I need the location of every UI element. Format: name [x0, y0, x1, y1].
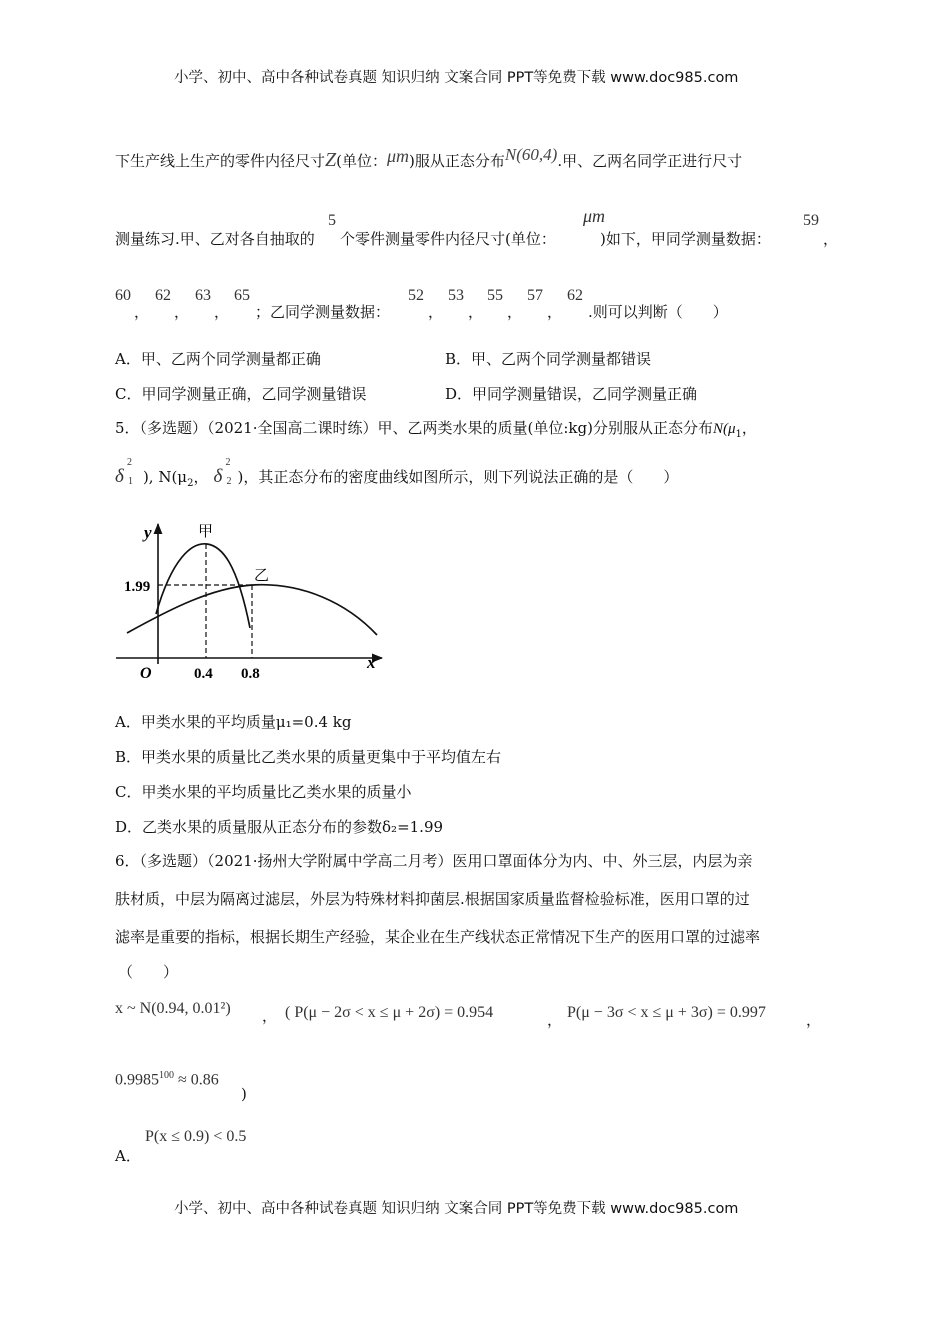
q5-option-d[interactable]: D．乙类水果的质量服从正态分布的参数δ₂=1.99: [115, 818, 444, 836]
jia-value: 65: [234, 287, 250, 304]
sep: ，: [134, 303, 150, 321]
q4-option-d[interactable]: D．甲同学测量错误，乙同学测量正确: [445, 385, 698, 403]
delta-idx: 1: [128, 476, 133, 487]
q4-line1: [115, 145, 743, 171]
q6-sep2: ，: [547, 1011, 563, 1029]
sep: ，: [468, 303, 484, 321]
sep: ，: [547, 303, 563, 321]
q4-line2-a: 测量练习.甲、乙对各自抽取的: [115, 230, 315, 248]
q4-line1-a: 下生产线上生产的零件内径尺寸: [115, 152, 326, 170]
sep: ，: [507, 303, 523, 321]
q6-formula4: [115, 1070, 219, 1089]
yi-value: 53: [448, 287, 464, 304]
curve-yi-label: 乙: [254, 568, 270, 584]
q6-formula4-exp: 100: [159, 1070, 174, 1081]
jia-value: 60: [115, 287, 131, 304]
delta-symbol: δ: [213, 466, 223, 487]
q6-sep3: ，: [806, 1011, 822, 1029]
y-tick-label: 1.99: [124, 579, 151, 595]
q5-sub1: 1: [735, 429, 742, 440]
x-tick-label: 0.4: [194, 666, 213, 682]
delta-2: [213, 457, 232, 487]
q6-line1: 6．（多选题）（2021·扬州大学附属中学高二月考）医用口罩面体分为内、中、外三层，内层为亲: [115, 852, 753, 870]
q5-stem-line2: [115, 457, 679, 490]
yi-label: ；乙同学测量数据：: [255, 303, 391, 321]
origin-label: O: [140, 665, 152, 682]
q6-option-a[interactable]: A．: [115, 1147, 141, 1165]
var-z: Z: [325, 149, 337, 171]
q6-formula4-rest: ≈ 0.86: [174, 1071, 219, 1089]
jia-value: 62: [155, 287, 171, 304]
q6-line2: 肤材质，中层为隔离过滤层，外层为特殊材料抑菌层.根据国家质量监督检验标准，医用口罩的过: [115, 890, 750, 908]
sep: ，: [214, 303, 230, 321]
q5-sub2: 2: [187, 478, 194, 490]
q6-formula3: P(μ − 3σ < x ≤ μ + 3σ) = 0.997: [567, 1004, 766, 1021]
q6-formula1: x ~ N(0.94, 0.01²): [115, 1000, 231, 1017]
q4-option-c[interactable]: C．甲同学测量正确，乙同学测量错误: [115, 385, 367, 403]
q6-sep1: ，: [262, 1007, 278, 1025]
q4-count: 5: [328, 212, 336, 229]
yi-value: 52: [408, 287, 424, 304]
q6-close: ): [241, 1085, 247, 1103]
yi-value: 55: [487, 287, 503, 304]
q4-line2-comma: ，: [823, 230, 839, 248]
q5-comma: ，: [741, 419, 757, 437]
q4-line2-c: )如下，甲同学测量数据：: [600, 230, 771, 248]
curve-jia-label: 甲: [198, 524, 214, 540]
delta-symbol: δ: [115, 466, 124, 487]
delta-sq: 2: [225, 457, 231, 468]
delta-idx: 2: [226, 476, 232, 487]
q4-line2-b: 个零件测量零件内径尺寸(单位：: [340, 230, 556, 248]
q5-option-b[interactable]: B．甲类水果的质量比乙类水果的质量更集中于平均值左右: [115, 748, 502, 766]
jia-value: 63: [195, 287, 211, 304]
q4-line1-b: (单位：: [336, 152, 387, 170]
delta-sq: 2: [127, 457, 132, 468]
q5-n-mu1: N(μ: [712, 421, 736, 437]
q6-formula2: ( P(μ − 2σ < x ≤ μ + 2σ) = 0.954: [285, 1004, 494, 1021]
q4-option-a[interactable]: A．甲、乙两个同学测量都正确: [115, 350, 321, 368]
normal-curve-graph: [112, 518, 402, 698]
y-axis-label: y: [144, 523, 152, 542]
q4-line1-c: )服从正态分布: [409, 152, 505, 170]
q5-option-a[interactable]: A．甲类水果的平均质量μ₁=0.4 kg: [115, 713, 352, 731]
yi-value: 62: [567, 287, 583, 304]
yi-value: 57: [527, 287, 543, 304]
q6-line3: 滤率是重要的指标，根据长期生产经验，某企业在生产线状态正常情况下生产的医用口罩的过滤率: [115, 928, 761, 946]
x-tick-label: 0.8: [241, 666, 260, 682]
page-header: 小学、初中、高中各种试卷真题 知识归纳 文案合同 PPT等免费下载 www.doc985.com: [174, 70, 739, 86]
q4-unit-2: μm: [583, 206, 606, 226]
curve-jia: [156, 544, 250, 628]
q4-option-b[interactable]: B．甲、乙两个同学测量都错误: [445, 350, 652, 368]
q5-comma2: ，: [193, 468, 209, 486]
sep: ，: [174, 303, 190, 321]
q6-paren: （ ）: [118, 963, 179, 981]
dist-n604: N(60,4): [504, 145, 558, 164]
delta-1: [115, 457, 133, 487]
q6-formula4-base: 0.9985: [115, 1071, 159, 1089]
q5-n-mu2: ), N(μ: [142, 468, 188, 486]
unit-um: μm: [387, 146, 410, 166]
q5-stem-line1: [115, 418, 757, 445]
sep: ，: [428, 303, 444, 321]
q4-end: .则可以判断（ ）: [588, 303, 728, 321]
q5-option-c[interactable]: C．甲类水果的平均质量比乙类水果的质量小: [115, 783, 412, 801]
page-footer: 小学、初中、高中各种试卷真题 知识归纳 文案合同 PPT等免费下载 www.doc985.com: [174, 1201, 739, 1217]
q4-line1-d: .甲、乙两名同学正进行尺寸: [557, 152, 743, 170]
x-axis-label: x: [367, 653, 376, 672]
jia-first-value: 59: [803, 212, 819, 229]
q5-stem-b: )，其正态分布的密度曲线如图所示，则下列说法正确的是（ ）: [237, 468, 679, 486]
q6-optA-formula: P(x ≤ 0.9) < 0.5: [145, 1128, 247, 1145]
q5-stem-a: 5．（多选题）（2021·全国高二课时练）甲、乙两类水果的质量(单位:kg)分别服从正态分布: [115, 419, 713, 437]
